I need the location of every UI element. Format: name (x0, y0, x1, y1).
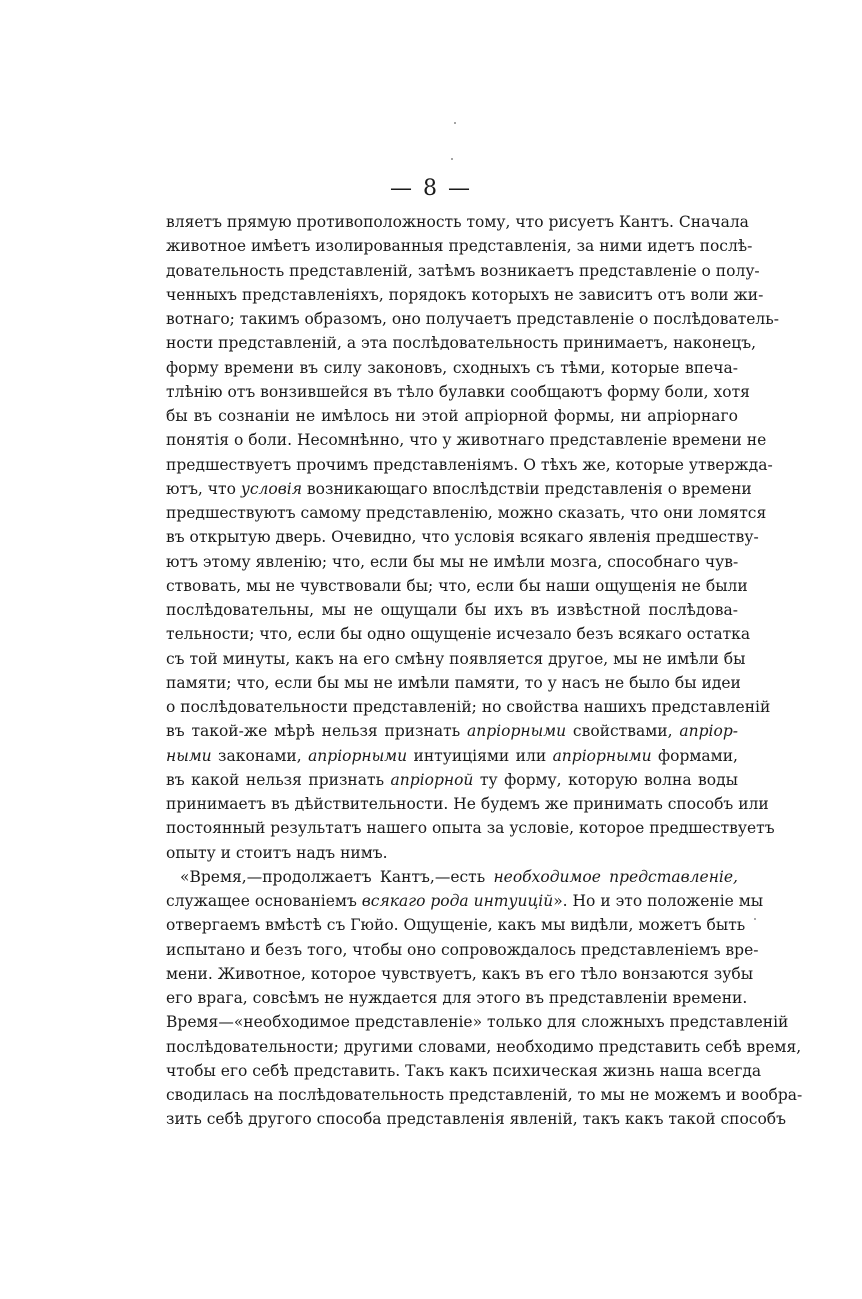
text-run: послѣдовательны, мы не ощущали бы ихъ въ извѣстной послѣдова- (166, 601, 738, 619)
text-run: въ какой нельзя признать (166, 770, 391, 789)
text-line (166, 380, 750, 404)
text-line (166, 816, 775, 840)
text-line (166, 719, 738, 743)
text-run: возникающаго впослѣдствіи представленія о времени (302, 479, 752, 498)
text-line (166, 259, 760, 283)
text-run: ». Но и это положеніе мы (553, 892, 764, 910)
text-run: съ той минуты, какъ на его смѣну появляется другое, мы не имѣли бы (166, 649, 746, 668)
italic-text: апріорной (390, 770, 474, 789)
text-run: Время—«необходимое представленіе» только для сложныхъ представленій (166, 1013, 789, 1032)
page-number: — 8 — (390, 176, 472, 201)
text-run: бы въ сознаніи не имѣлось ни этой апріорной формы, ни апріорнаго (166, 407, 738, 425)
text-run: о послѣдовательности представленій; но свойства нашихъ представленій (166, 698, 771, 716)
text-line (166, 792, 769, 816)
text-line (166, 453, 773, 477)
text-line (166, 695, 771, 719)
text-run: его врага, совсѣмъ не нуждается для этого въ представленіи времени. (166, 989, 748, 1007)
text-line (166, 622, 751, 646)
text-run: послѣдовательности; другими словами, необходимо представить себѣ время, (166, 1037, 802, 1056)
text-line (166, 1010, 789, 1034)
text-run: понятія о боли. Несомнѣнно, что у животнаго представленіе времени не (166, 431, 767, 450)
text-line (166, 356, 738, 380)
italic-text: условія (240, 479, 302, 498)
text-run: ности представленій, а эта послѣдовательность принимаетъ, наконецъ, (166, 334, 757, 353)
text-run: тельности; что, если бы одно ощущеніе исчезало безъ всякаго остатка (166, 625, 751, 644)
italic-text: апріорными (467, 722, 567, 741)
text-run: постоянный результатъ нашего опыта за условіе, которое предшествуетъ (166, 819, 775, 838)
text-run: ту форму, которую волна воды (473, 770, 738, 789)
text-line (166, 1083, 803, 1107)
text-line (166, 210, 749, 234)
text-line (166, 647, 746, 671)
text-line (166, 598, 738, 622)
text-run: сводилась на послѣдовательность представленій, то мы не можемъ и вообра- (166, 1086, 803, 1104)
text-line (166, 841, 738, 865)
text-run: животное имѣетъ изолированныя представленія, за ними идетъ послѣ- (166, 237, 753, 256)
paragraph-2 (166, 865, 803, 1132)
text-run: принимаетъ въ дѣйствительности. Не будемъ же принимать способъ или (166, 795, 769, 813)
text-run: ютъ, что (166, 479, 241, 498)
text-run: зить себѣ другого способа представленія явленій, такъ какъ такой способъ (166, 1110, 786, 1129)
text-run: служащее основаніемъ (166, 892, 362, 910)
text-line (166, 865, 738, 889)
text-run: испытано и безъ того, чтобы оно сопровождалось представленіемъ вре- (166, 940, 759, 959)
text-run: ствовать, мы не чувствовали бы; что, если бы наши ощущенія не были (166, 576, 748, 595)
text-run: въ открытую дверь. Очевидно, что условія всякаго явленія предшеству- (166, 528, 759, 547)
text-line (166, 428, 767, 452)
text-line (166, 477, 752, 501)
text-line (166, 550, 738, 574)
italic-text: апріорными (308, 746, 408, 765)
text-line (166, 574, 748, 598)
text-run: вляетъ прямую противоположность тому, что рисуетъ Кантъ. Сначала (166, 213, 749, 231)
text-run: отвергаемъ вмѣстѣ съ Гюйо. Ощущеніе, какъ мы видѣли, можетъ быть (166, 916, 746, 935)
text-line (166, 913, 746, 937)
text-line (166, 889, 764, 913)
italic-text: апріорными (552, 746, 652, 765)
text-line (166, 962, 754, 986)
paragraph-1 (166, 210, 779, 865)
text-line (166, 1059, 762, 1083)
text-run: опыту и стоитъ надъ нимъ. (166, 843, 388, 862)
text-line (166, 671, 741, 695)
text-line (166, 283, 764, 307)
scan-speck (454, 122, 456, 124)
page-body (166, 210, 803, 1132)
text-run: довательность представленій, затѣмъ возникаетъ представленіе о полу- (166, 261, 760, 280)
text-run: въ такой-же мѣрѣ нельзя признать (166, 722, 468, 741)
text-run: памяти; что, если бы мы не имѣли памяти, то у насъ не было бы идеи (166, 673, 741, 692)
text-run: тлѣнію отъ вонзившейся въ тѣло булавки сообщаютъ форму боли, хотя (166, 382, 750, 401)
text-line (166, 986, 748, 1010)
text-run: интуиціями или (407, 746, 553, 765)
text-line (166, 1107, 786, 1131)
text-line (166, 768, 738, 792)
text-line (166, 744, 738, 768)
scan-speck (754, 918, 756, 920)
text-line (166, 307, 779, 331)
italic-text: апріор- (679, 722, 738, 741)
text-line (166, 525, 759, 549)
text-run: чтобы его себѣ представить. Такъ какъ психическая жизнь наша всегда (166, 1061, 762, 1080)
text-line (166, 234, 753, 258)
text-run: мени. Животное, которое чувствуетъ, какъ въ его тѣло вонзаются зубы (166, 964, 754, 983)
italic-text: всякаго рода интуицій (361, 892, 554, 910)
scan-speck (451, 158, 453, 160)
text-run: форму времени въ силу законовъ, сходныхъ съ тѣми, которые впеча- (166, 358, 738, 377)
text-run: «Время,—продолжаетъ Кантъ,—есть (180, 867, 494, 886)
text-run: вотнаго; такимъ образомъ, оно получаетъ представленіе о послѣдователь- (166, 310, 779, 328)
text-run: ютъ этому явленію; что, если бы мы не имѣли мозга, способнаго чув- (166, 552, 739, 571)
text-line (166, 1035, 802, 1059)
text-line (166, 938, 759, 962)
text-line (166, 331, 757, 355)
text-run: законами, (211, 746, 309, 765)
text-run: предшествуетъ прочимъ представленіямъ. О тѣхъ же, которые утвержда- (166, 455, 773, 474)
text-run: предшествуютъ самому представленію, можно сказать, что они ломятся (166, 504, 767, 522)
text-run: ченныхъ представленіяхъ, порядокъ которыхъ не зависитъ отъ воли жи- (166, 285, 764, 304)
text-line (166, 501, 767, 525)
italic-text: ными (166, 746, 212, 765)
text-run: свойствами, (566, 722, 680, 741)
italic-text: необходимое представленіе, (493, 867, 738, 886)
text-line (166, 404, 738, 428)
text-run: формами, (651, 746, 738, 765)
